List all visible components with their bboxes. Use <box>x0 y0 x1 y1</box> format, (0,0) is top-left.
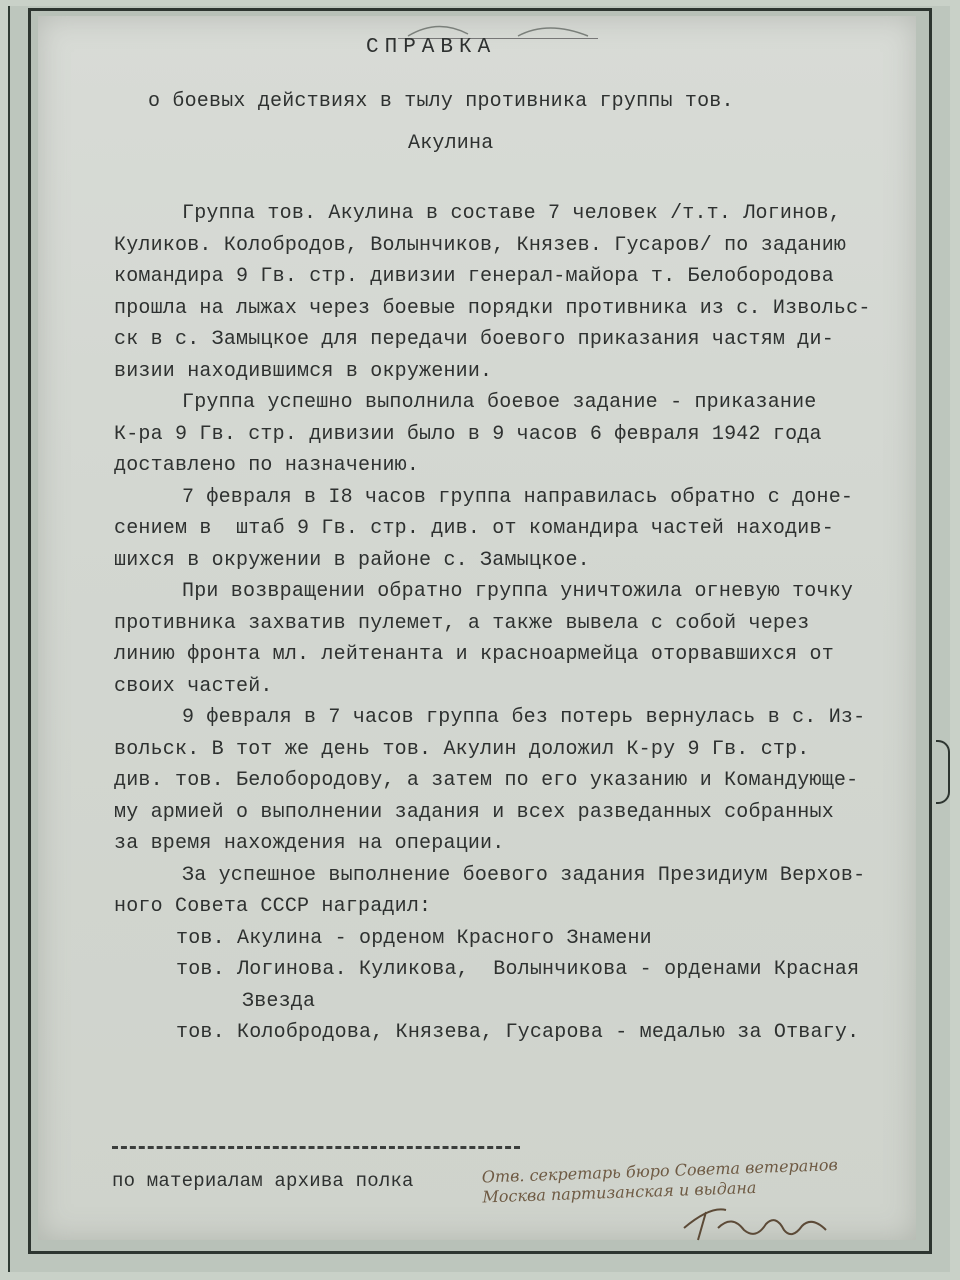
body-line: Куликов. Колобродов, Волынчиков, Князев. Гусаров/ по заданию <box>114 233 847 257</box>
body-line: сением в штаб 9 Гв. стр. див. от командира частей находив- <box>114 517 834 540</box>
body-line: командира 9 Гв. стр. дивизии генерал-майора т. Белобородова <box>114 265 834 288</box>
document-footer: по материалам архива полка <box>112 1170 414 1192</box>
document-body <box>114 198 871 1049</box>
body-line: тов. Акулина - орденом Красного Знамени <box>176 926 652 950</box>
body-line: вольск. В тот же день тов. Акулин доложил К-ру 9 Гв. стр. <box>114 737 810 761</box>
dashed-divider <box>112 1146 520 1149</box>
body-line: Звезда <box>242 989 316 1013</box>
handwritten-line: Отв. секретарь бюро Совета ветеранов <box>481 1155 839 1187</box>
body-line: Группа успешно выполнила боевое задание - приказание <box>182 391 817 414</box>
body-line: див. тов. Белобородову, а затем по его указанию и Командующе- <box>114 769 859 792</box>
body-line: ного Совета СССР наградил: <box>114 895 432 918</box>
body-line: Группа тов. Акулина в составе 7 человек /т.т. Логинов, <box>182 202 841 225</box>
body-line: доставлено по назначению. <box>114 454 420 477</box>
body-line: 9 февраля в 7 часов группа без потерь вернулась в с. Из- <box>182 706 866 729</box>
document-title: СПРАВКА <box>366 36 497 59</box>
body-line: ск в с. Замыцкое для передачи боевого приказания частям ди- <box>114 328 834 351</box>
body-line: визии находившимся в окружении. <box>114 359 493 383</box>
body-line: противника захватив пулемет, а также вывела с собой через <box>114 611 810 635</box>
body-line: К-ра 9 Гв. стр. дивизии было в 9 часов 6 февраля 1942 года <box>114 422 822 446</box>
body-line: за время нахождения на операции. <box>114 832 505 855</box>
body-line: тов. Логинова. Куликова, Волынчикова - орденами Красная <box>176 958 860 981</box>
body-line: линию фронта мл. лейтенанта и красноармейца оторвавшихся от <box>114 643 834 666</box>
body-line: своих частей. <box>114 674 273 698</box>
body-line: прошла на лыжах через боевые порядки противника из с. Извольс- <box>114 296 871 320</box>
handwritten-line: Москва партизанская и выдана <box>482 1177 757 1207</box>
signature <box>680 1200 830 1249</box>
body-line: шихся в окружении в районе с. Замыцкое. <box>114 548 590 572</box>
document-subtitle-name: Акулина <box>408 132 494 155</box>
document-subtitle: о боевых действиях в тылу противника группы тов. <box>148 90 734 113</box>
body-line: му армией о выполнении задания и всех разведанных собранных <box>114 800 834 824</box>
body-line: 7 февраля в I8 часов группа направилась обратно с доне- <box>182 485 854 509</box>
body-line: При возвращении обратно группа уничтожила огневую точку <box>182 580 854 603</box>
body-line: тов. Колобродова, Князева, Гусарова - медалью за Отвагу. <box>176 1021 860 1044</box>
folder-clip <box>936 740 950 804</box>
body-line: За успешное выполнение боевого задания Президиум Верхов- <box>182 863 866 887</box>
